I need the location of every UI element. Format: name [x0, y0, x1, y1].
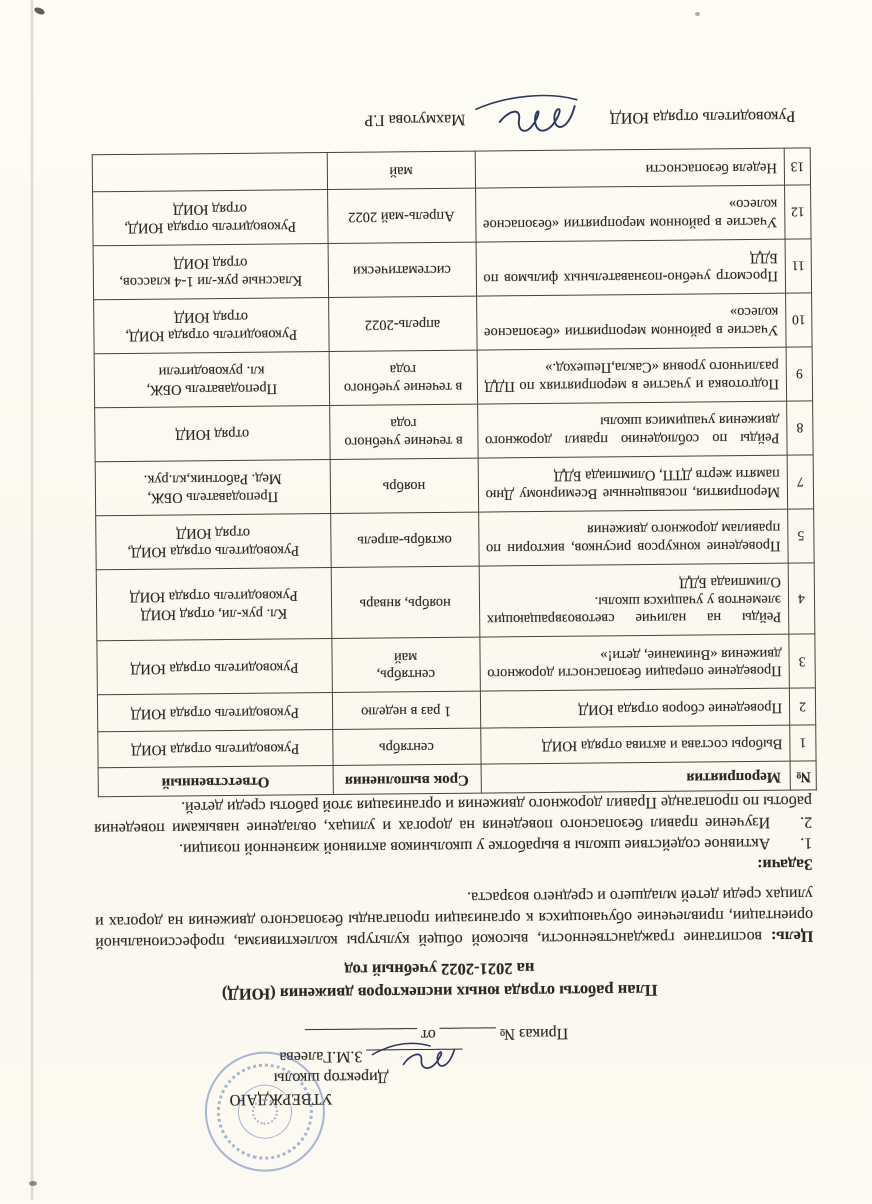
table-row: [94, 347, 812, 408]
title-line-2: на 2021-2022 учебный год: [344, 959, 535, 980]
table-row: [96, 509, 814, 570]
row-number: 5: [788, 509, 815, 563]
row-activity: Участие в районном мероприятии «безопасное колесо»: [476, 293, 786, 350]
table-row: [97, 688, 815, 731]
task-text: Активное содействие школы в выработке у школьников активной жизненной позиции.: [178, 834, 771, 858]
row-number: 8: [787, 401, 814, 455]
leader-label: Руководитель отряда ЮИД: [609, 107, 796, 127]
row-term: сентябрь: [332, 728, 480, 766]
leader-signature-icon: [465, 89, 583, 140]
row-number: 10: [786, 293, 813, 347]
task-text: Изучение правил безопасного поведения на дорогах и улицах, овладение навыками поведения работы по пропаганде Правил дорожного движения и организация этой работы среди детей.: [94, 792, 813, 838]
row-activity: Подготовка и участие в мероприятиях по ПДД различного уровня «Сакла,Пешеход.»: [477, 347, 787, 404]
task-item: [94, 790, 812, 839]
row-number: 7: [787, 455, 814, 509]
row-activity: Проведение операции безопасности дорожного движения «Внимание, дети!»: [479, 635, 789, 692]
row-activity: Проведение конкурсов рисунков, викторин по правилам дорожного движения: [478, 509, 788, 566]
row-number: 11: [785, 239, 812, 293]
row-number: 1: [790, 725, 816, 762]
table-row: [93, 239, 811, 300]
plan-table-wrap: [92, 148, 817, 797]
row-number: 13: [784, 148, 810, 185]
row-activity: Проведение сборов отряда ЮИД: [480, 689, 790, 728]
header-responsible: Ответственный: [98, 766, 333, 797]
row-responsible: Руководитель отряда ЮИД: [97, 639, 332, 695]
table-row: [96, 563, 815, 641]
row-number: 4: [788, 563, 815, 635]
signature-blank: ____________: [366, 1046, 463, 1065]
row-activity: Выборы состава и актива отряда ЮИД: [480, 725, 790, 764]
goal-text: воспитание гражданственности, высокой общей культуры коллективизма, профессиональной ориентации, привлечение обучающихся к организации пропаганды безопасного движения на дорогах и улицах среди детей младшего и среднего возраста.: [94, 885, 814, 952]
table-row: [94, 293, 812, 354]
row-term: апрель-2022: [328, 296, 476, 351]
row-term: 1 раз в неделю: [332, 692, 480, 730]
row-term: ноябрь, январь: [331, 566, 480, 639]
row-responsible: Кл. рук-ли, отряд ЮИД Руководитель отряда ЮИД: [96, 568, 331, 642]
row-number: 12: [785, 185, 812, 239]
row-responsible: отряд ЮИД: [95, 406, 330, 462]
task-number: 1.: [800, 834, 813, 852]
row-responsible: Руководитель отряда ЮИД: [97, 693, 332, 732]
table-row: [95, 455, 813, 516]
row-number: 9: [786, 347, 813, 401]
director-title: Директор школы: [273, 1068, 389, 1087]
row-term: сентябрь, май: [332, 638, 480, 693]
round-school-stamp-icon: [194, 1041, 335, 1182]
title-line-1: План работы отряда юных инспекторов движения (ЮИД): [221, 980, 658, 1005]
row-number: 2: [789, 688, 815, 725]
header-activity: Мероприятия: [481, 762, 791, 793]
table-row: [92, 148, 810, 191]
row-responsible: Руководитель отряда ЮИД, отряд ЮИД: [96, 514, 331, 570]
task-number: 2.: [800, 813, 813, 831]
row-responsible: Классные рук-ли 1-4 классов, отряд ЮИД: [93, 244, 328, 300]
row-term: Апрель-май 2022: [327, 188, 475, 243]
row-activity: Рейды на наличие световозвращающих элементов у учащихся школы. Олимпиада БДД: [479, 563, 789, 637]
row-responsible: Преподаватель ОБЖ, кл. руководители: [94, 352, 329, 408]
row-activity: Рейды по соблюдению правил дорожного движения учащимися школы: [477, 401, 787, 458]
row-term: систематически: [328, 242, 476, 297]
row-responsible: Руководитель отряда ЮИД, отряд ЮИД: [93, 190, 328, 246]
leader-name: Махмутова Г.Р: [364, 110, 466, 129]
row-term: ноябрь: [330, 458, 478, 513]
row-term: в течение учебного года: [329, 404, 477, 459]
order-line: Приказ № _______ от ______________: [304, 1024, 569, 1045]
row-term: май: [327, 152, 475, 190]
row-responsible: Руководитель отряда ЮИД, отряд ЮИД: [94, 298, 329, 354]
table-row: [97, 634, 815, 695]
table-row: [98, 725, 816, 768]
table-row: [93, 185, 811, 246]
row-activity: Участие в районном мероприятии «безопасное колесо»: [475, 185, 785, 242]
row-activity: Неделя безопасности: [475, 149, 785, 188]
director-name: З.М.Галеева: [279, 1047, 363, 1066]
row-activity: Мероприятия, посвященные Всемирному Дню памяти жертв ДТП, Олимпиада БДД: [478, 455, 788, 512]
row-responsible: Руководитель отряда ЮИД: [98, 730, 333, 769]
row-number: 3: [789, 634, 816, 688]
goal-section: [95, 883, 814, 953]
approve-label: УТВЕРЖДАЮ: [229, 1090, 333, 1109]
header-term: Срок выполнения: [333, 765, 481, 795]
director-signature-icon: [364, 1036, 463, 1079]
row-responsible: Преподаватель ОБЖ, Мед. Работник,кл.рук.: [95, 460, 330, 516]
row-term: октябрь-апрель: [330, 512, 478, 567]
goal-label: Цель:: [770, 927, 814, 945]
row-activity: Просмотр учебно-познавательных фильмов по БДД: [476, 239, 786, 296]
footer-signature-block: [45, 64, 806, 131]
table-row: [95, 401, 813, 462]
row-responsible: [92, 153, 327, 192]
tasks-label: Задачи:: [757, 855, 813, 873]
row-term: в течение учебного года: [329, 350, 477, 405]
header-num: №: [790, 761, 816, 790]
document-title: [3, 954, 872, 1008]
plan-table: [92, 148, 817, 797]
tasks-section: [94, 790, 813, 881]
